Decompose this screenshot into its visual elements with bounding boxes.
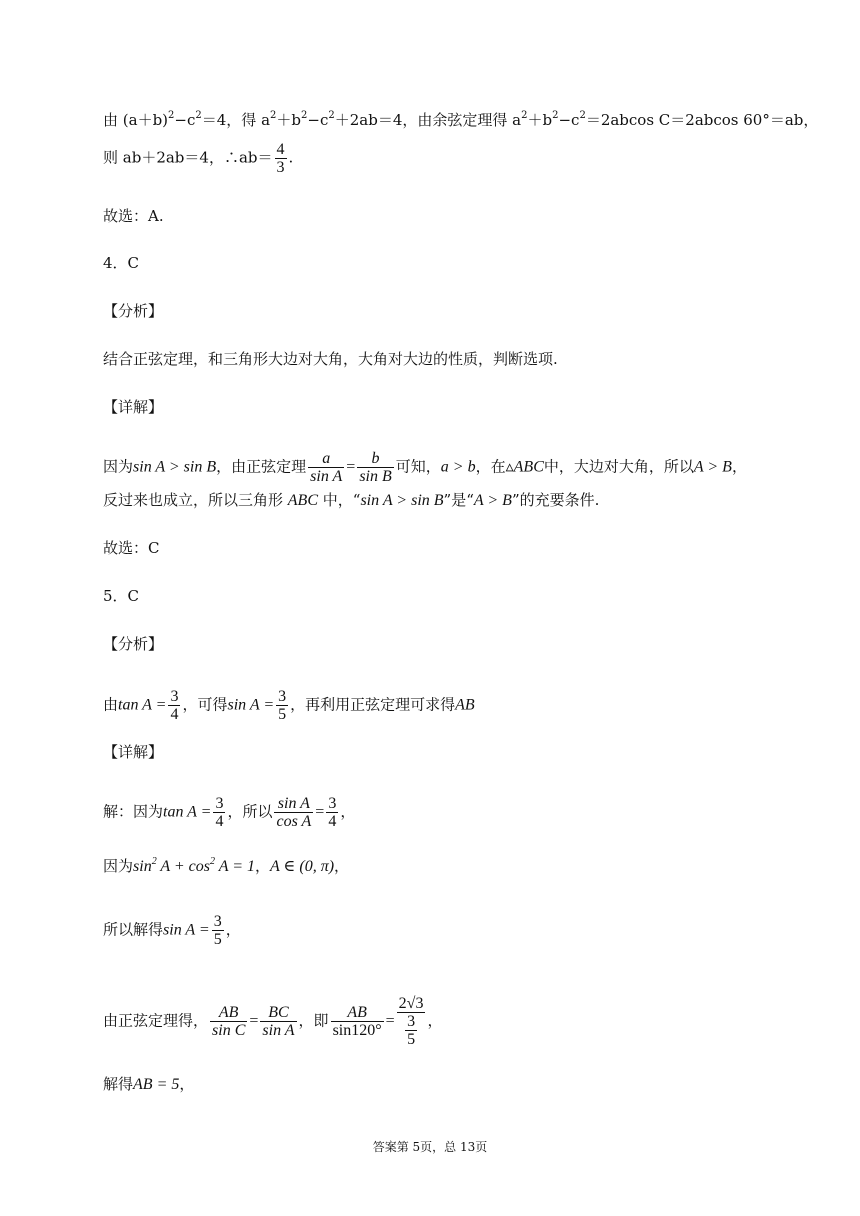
math-inline: sin A > sin B: [133, 458, 217, 476]
fraction: $\frac{3}{4}$: [215, 795, 224, 830]
fraction: $\frac{b}{\text{sin B}}$: [359, 450, 392, 485]
q5-detail-line-2: 因为$\sin^2 A + \cos^2 A = 1$，A ∈ (0, π)，: [103, 856, 350, 875]
q5-title: 5．C: [103, 587, 140, 605]
q3-text-1: 由 (a＋b): [103, 111, 169, 129]
fraction: $\frac{3}{5}$: [407, 1013, 416, 1048]
q4-analysis-text: 结合正弦定理，和三角形大边对大角，大角对大边的性质，判断选项.: [103, 350, 558, 368]
page-footer: 答案第 5页，总 13页: [372, 1140, 488, 1154]
exponent: 2: [579, 110, 586, 121]
q5-analysis-line: 由tan A = $\frac{3}{4}$ ，可得sin A = $\frac{3}{5}$ ，再利用正弦定理可求得AB: [103, 688, 475, 723]
exponent: 2: [521, 110, 528, 121]
q3-text-6: ＋2ab＝4，由余弦定理得 a: [334, 111, 522, 129]
q5-analysis-heading: 【分析】: [103, 635, 164, 653]
q3-equation-line: [103, 110, 818, 130]
q3-text-9: ＝2abcos C＝2abcos 60°＝ab，: [585, 111, 819, 129]
q4-detail-line-1: 因为sin A > sin B，由正弦定理 $\frac{a}{\text{sin A}}$ = $\frac{b}{\text{sin B}}$ 可知，a > b，在▵ABC中，大边对大角，所以A > B，: [103, 450, 747, 485]
fraction: $\frac{\text{sin A}}{\text{cos A}}$: [276, 795, 312, 830]
exponent: 2: [328, 110, 335, 121]
exponent: 2: [301, 110, 308, 121]
q4-analysis-heading: 【分析】: [103, 302, 164, 320]
q5-detail-heading: 【详解】: [103, 743, 164, 761]
q3-text-2: −c: [174, 111, 196, 129]
q3-text-5: −c: [307, 111, 329, 129]
q3-result-text: 则 ab＋2ab＝4，∴ab＝: [103, 148, 273, 167]
fraction: $\frac{3}{4}$: [328, 795, 337, 830]
q5-detail-line-3: 所以解得sin A = $\frac{3}{5}$ ，: [103, 913, 241, 948]
fraction: $\frac{AB}{\sin 120^\circ}$: [332, 1004, 382, 1039]
q3-text-8: −c: [558, 111, 580, 129]
q4-choice: 故选：C: [103, 539, 160, 557]
exponent: 2: [195, 110, 202, 121]
q3-choice: 故选：A.: [103, 207, 164, 225]
q5-detail-line-5: 解得AB = 5，: [103, 1075, 195, 1093]
q3-text-4: ＋b: [276, 111, 302, 129]
fraction: $\frac{BC}{\text{sin A}}$: [262, 1004, 295, 1039]
q4-detail-heading: 【详解】: [103, 398, 164, 416]
exponent: 2: [151, 856, 157, 867]
fraction: $\frac{3}{5}$: [213, 913, 222, 948]
q4-title: 4．C: [103, 254, 140, 272]
q3-text-3: ＝4，得 a: [201, 111, 271, 129]
exponent: 2: [210, 856, 216, 867]
exponent: 2: [168, 110, 175, 121]
fraction: $\frac{AB}{\text{sin C}}$: [212, 1004, 246, 1039]
fraction: $\frac{4}{3}$: [276, 141, 285, 176]
fraction: $\frac{a}{\text{sin A}}$: [310, 450, 343, 485]
exponent: 2: [270, 110, 277, 121]
q4-detail-line-2: 反过来也成立，所以三角形 ABC 中，“sin A > sin B”是“A > B”的充要条件.: [103, 491, 600, 509]
q5-detail-line-4: 由正弦定理得， $\frac{AB}{\text{sin C}}$ = $\frac{BC}{\text{sin A}}$ ，即 $\frac{AB}{\sin 120^\circ}$ = $\frac{2√3}{\frac{3}{5}}$ ，: [103, 995, 443, 1048]
q3-result-line: 则 ab＋2ab＝4，∴ab＝ $\frac{4}{3}$ .: [103, 141, 294, 176]
fraction: $\frac{3}{4}$: [170, 688, 179, 723]
q3-text-7: ＋b: [527, 111, 553, 129]
q5-detail-line-1: 解：因为tan A = $\frac{3}{4}$ ，所以 $\frac{\text{sin A}}{\text{cos A}}$ = $\frac{3}{4}$ ，: [103, 795, 356, 830]
exponent: 2: [552, 110, 559, 121]
math-inline: $\sin^2 A + \cos^2 A = 1$: [133, 856, 256, 875]
fraction: $\frac{3}{5}$: [278, 688, 287, 723]
complex-fraction: $\frac{2√3}{\frac{3}{5}}$: [398, 995, 424, 1048]
